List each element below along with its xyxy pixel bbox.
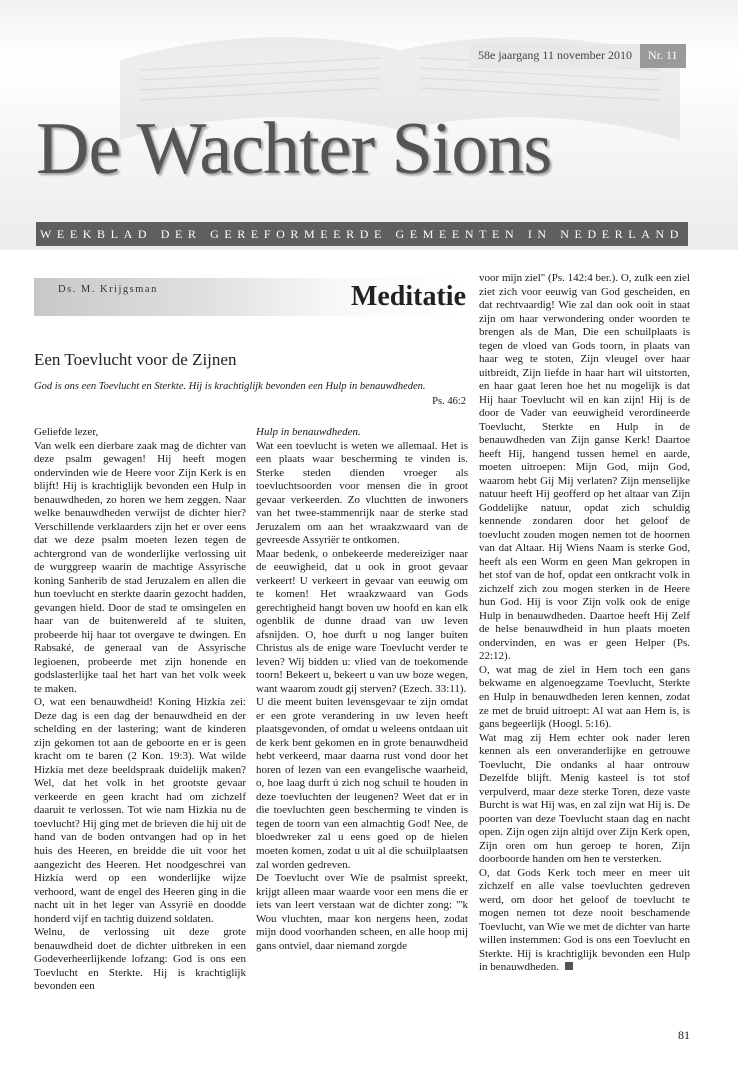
article-reference: Ps. 46:2 bbox=[432, 396, 466, 407]
text-column-1 bbox=[34, 426, 246, 994]
paragraph: Van welk een dierbare zaak mag de dichter van deze psalm gewagen! Hij heeft mogen ondervinden wie de Heere voor Zijn Kerk is en blijft! Hij is krachtiglijk bevonden een Hulp in benauwdheden, zo horen we hem zeggen. Naar welke benauwdheden verwijst de dichter hier? Verschillende verklaarders zijn het er over eens dat we deze psalm moeten lezen tegen de achtergrond van de wonderlijke verlossing uit de wurggreep waarin de machtige Assyrische koning Sanherib de stad Jeruzalem en allen die hun toevlucht en sterkte daarin gezocht hadden, gevangen hield. Door de stad te omsingelen en haar van de buitenwereld af te sluiten, probeerde hij haar tot overgave te dwingen. En Rabsaké, de generaal van de Assyrische legioenen, probeerde met zijn honende en godslasterlijke taal het hart van het volk week te maken. bbox=[34, 439, 246, 695]
paragraph: Maar bedenk, o onbekeerde medereiziger naar de eeuwigheid, dat u ook in groot gevaar verkeert! U verkeert in gevaar van eeuwig om te komen! Het wraakzwaard van Gods gerechtigheid hangt boven uw hoofd en kan elk ogenblik de dunne draad van uw leven afsnijden. O, hoe durft u nog langer buiten Christus als de enige ware Toevlucht verder te leven? Wij bidden u: vlied van de toekomende toorn! Bekeert u, bekeert u van uw boze wegen, want waarom zoudt gij sterven? (Ezech. 33:11). bbox=[256, 547, 468, 695]
paragraph: U die meent buiten levensgevaar te zijn omdat er een grote verandering in uw leven heeft plaatsgevonden, of omdat u weleens ontdaan uit de kerk bent gekomen en in grote benauwdheid hebt verkeerd, maar daarna rust vond door het horen of lezen van een evangelische waarheid, o, hoe laag durft ú zich nog schuil te houden in deze toevluchten der leugenen? Weet dat er in die toevluchten geen bescherming te vinden is tegen de toorn van een almachtig God! Nee, de bloedwreker zal u eens goed op de hielen moeten komen, zodat u uit al die schuilplaatsen zal worden gedreven. bbox=[256, 696, 468, 871]
issue-info: 58e jaargang 11 november 2010 bbox=[470, 44, 640, 68]
paragraph: Welnu, de verlossing uit deze grote benauwdheid doet de dichter uitbreken in een Godeverheerlijkende lofzang: God is ons een Toevlucht en Sterkte. Hij is krachtiglijk bevonden een bbox=[34, 926, 246, 993]
end-of-article-icon bbox=[565, 962, 573, 970]
paragraph: O, dat Gods Kerk toch meer en meer uit zichzelf en alle valse toevluchten gedreven werd, om door het geloof de toevlucht te mogen nemen tot deze nooit beschamende Toevlucht, van Wie we met de dichter van harte willen instemmen: God is ons een Toevlucht en Sterkte. Hij is krachtiglijk bevonden een Hulp in benauwdheden. bbox=[479, 866, 690, 974]
paragraph: O, wat mag de ziel in Hem toch een gans bekwame en algenoegzame Toevlucht, Sterkte en Hulp in benauwdheden leren kennen, zodat ze met de bruid uitroept: Al wat aan Hem is, is gans begeerlijk (Hoogl. 5:16). bbox=[479, 663, 690, 731]
publication-subtitle: WEEKBLAD DER GEREFORMEERDE GEMEENTEN IN NEDERLAND bbox=[36, 222, 688, 246]
issue-bar bbox=[470, 44, 686, 68]
paragraph: Geliefde lezer, bbox=[34, 426, 99, 438]
paragraph-last bbox=[479, 867, 690, 975]
publication-title: De Wachter Sions bbox=[36, 108, 552, 190]
text-column-2 bbox=[256, 426, 468, 953]
paragraph: voor mijn ziel" (Ps. 142:4 ber.). O, zulk een ziel ziet zich voor eeuwig van God gescheiden, en dat rechtvaardig! Wie zal dan ook ooit in staat zijn om haar verwondering onder woorden te brengen als de Man, Die een schuilplaats is tegen de vloed van Gods toorn, in plaats van haar weg te stoten, Zijn vleugel over haar uitbreidt, Zijn liefde in haar hart wil uitstorten, en haar gaat leren hoe het nu mogelijk is dat Hij haar Toevlucht wil en kan zijn! Hij is de door de Vader van eeuwigheid verordineerde Toevlucht, Sterkte en Hulp in de benauwdheden van Zijn ganse Kerk! Daartoe heeft Hij, hangend tussen hemel en aarde, moeten uitroepen: Mijn God, mijn God, waarom hebt Gij Mij verlaten? Zijn menselijke natuur heeft Hij geofferd op het altaar van Zijn Goddelijke natuur, opdat zich schuldig kennende zondaren door het geloof de toevlucht zouden mogen nemen tot de hoornen van dat Altaar. Hij Wiens Naam is sterke God, heeft als een Worm en geen Man gekropen in het stof van de hof, opdat een ontkracht volk in zichzelf zich zou mogen sterken in de Heere hun God. Hij is voor Zijn volk ook de enige Hulp in benauwdheden. Daartoe heeft Hij Zelf de helse benauwdheid in hun plaats moeten ondervinden, en was er geen Helper (Ps. 22:12). bbox=[479, 272, 690, 663]
paragraph: Wat een toevlucht is weten we allemaal. Het is een plaats waar bescherming te vinden is. Sterke steden dienden vroeger als toevluchtsoorden voor mensen die in groot gevaar verkeerden. Zo vluchtten de inwoners van het twee-stammenrijk naar de sterke stad Jeruzalem om aan het wraakzwaard van de gevreesde Assyriër te ontkomen. bbox=[256, 439, 468, 547]
issue-number: Nr. 11 bbox=[640, 44, 686, 68]
text-column-3 bbox=[479, 272, 690, 975]
paragraph: Wat mag zij Hem echter ook nader leren kennen als een onveranderlijke en getrouwe Toevlucht, Die ondanks al haar ontrouw Dezelfde blijft. Menig kasteel is tot stof verpulverd, maar deze sterke Toren, deze vaste Burcht is wat Hij was, en zal zijn wat Hij is. De poorten van deze Toevlucht staan dag en nacht open. Zijn ogen zijn altijd over Zijn Kerk open, Zijn oren om hun geroep te horen, Zijn doorboorde handen om hen te versterken. bbox=[479, 731, 690, 866]
section-title: Meditatie bbox=[350, 281, 466, 312]
paragraph: O, wat een benauwdheid! Koning Hizkía zei: Deze dag is een dag der benauwdheid en der schelding en der lastering; want de kinderen zijn gekomen tot aan de geboorte en er is geen kracht om te baren (2 Kon. 19:3). Wat wilde Hizkía met deze beeldspraak duidelijk maken? Wel, dat het volk in het grootste gevaar verkeerde en geen kracht had om zichzelf daaruit te verlossen. Tot wie nam Hizkia nu de toevlucht? Hij ging met de brieven die hij uit de hand van de boden ontvangen had op in het huis des Heeren, en breidde die uit voor het aangezicht des Heeren. Het noodgeschrei van Hizkía werd op een wonderlijke wijze verhoord, want de engel des Heeren ging in die nacht uit in het leger van Assyrië en doodde honderd vijf en tachtig duizend soldaten. bbox=[34, 696, 246, 925]
article-title: Een Toevlucht voor de Zijnen bbox=[34, 350, 237, 369]
article-subtitle: God is ons een Toevlucht en Sterkte. Hij is krachtiglijk bevonden een Hulp in benauwdheden. bbox=[34, 381, 426, 392]
article-author: Ds. M. Krijgsman bbox=[58, 284, 158, 295]
page-number: 81 bbox=[678, 1028, 690, 1042]
paragraph: De Toevlucht over Wie de psalmist spreekt, krijgt alleen maar waarde voor een mens die er iets van leert verstaan wat de dichter zong: "'k Wou vluchten, maar kon nergens heen, zodat mijn dood voorhanden scheen, en alle hoop mij gans ontviel, daar niemand zorgde bbox=[256, 872, 468, 952]
paragraph: Hulp in benauwdheden. bbox=[256, 426, 361, 438]
